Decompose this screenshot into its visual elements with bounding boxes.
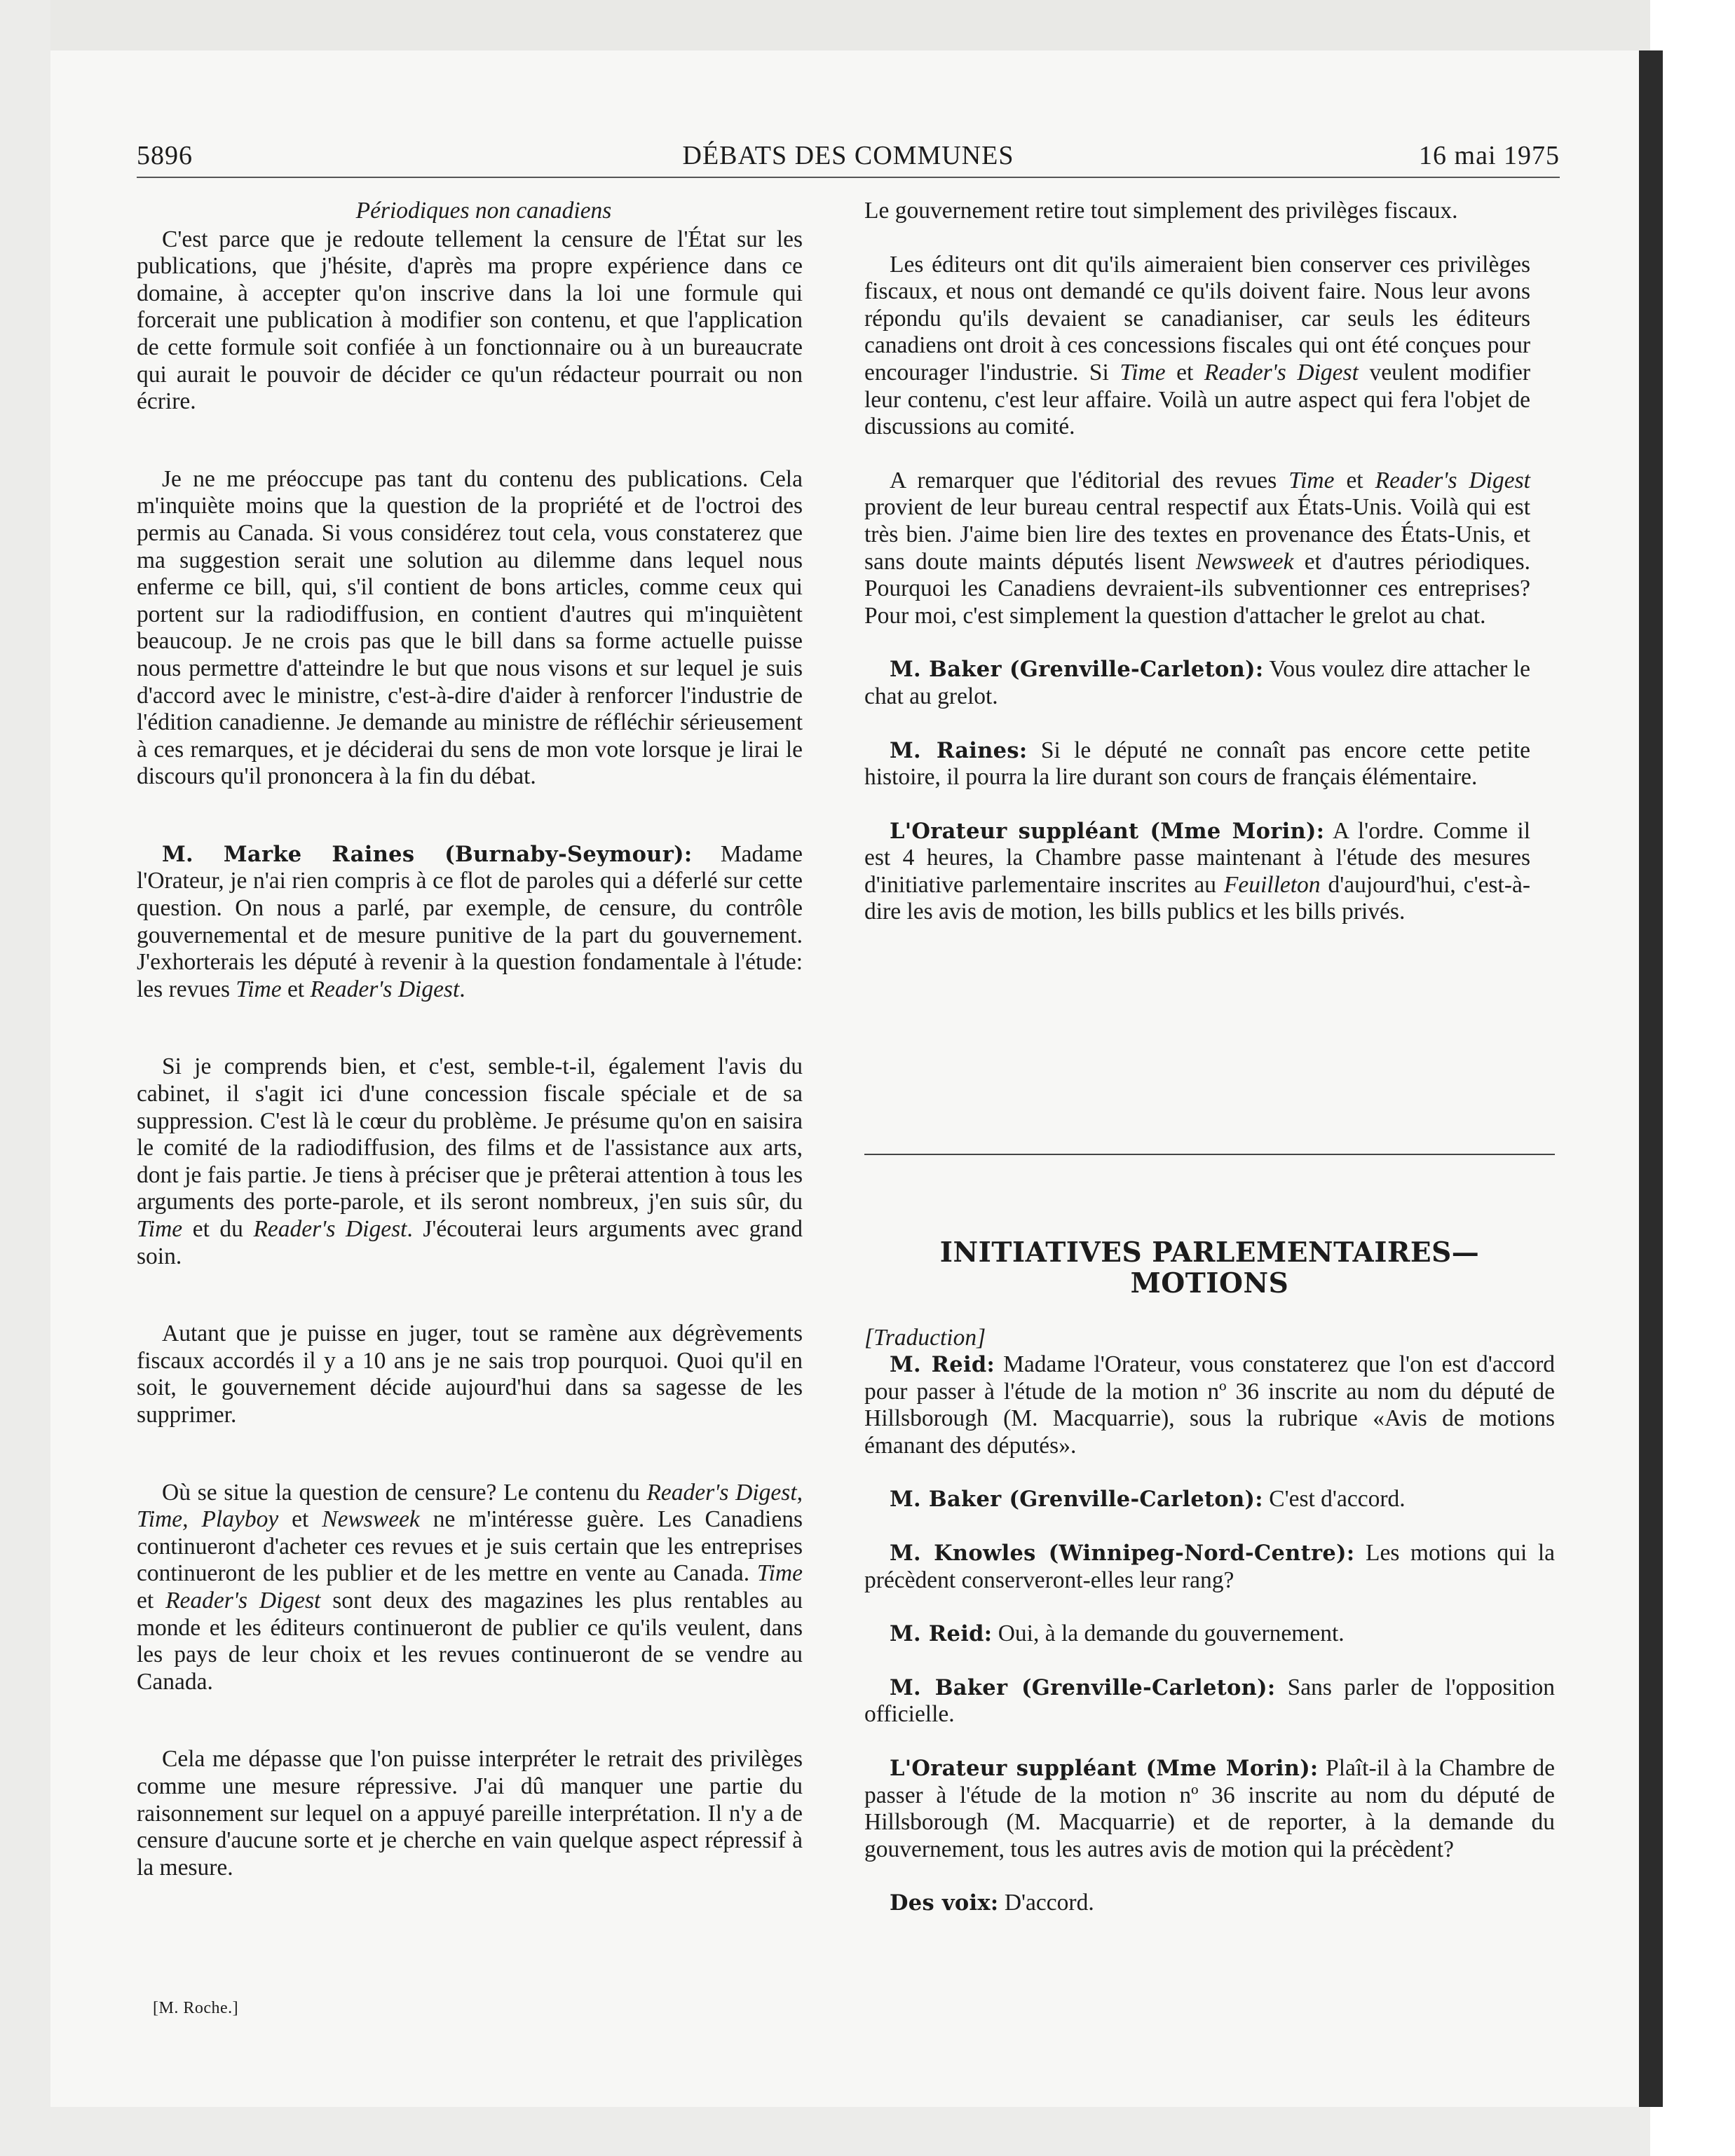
scan-border-top: [0, 0, 1735, 50]
page-header: [137, 140, 1560, 178]
scan-border-left: [0, 0, 50, 2156]
left-column: [137, 198, 803, 1881]
paragraph: Si je comprends bien, et c'est, semble-t-il, également l'avis du cabinet, il s'agit ici d'une concession fiscale spéciale et de sa suppression. C'est là le cœur du problème. Je présume qu'on en saisira le comité de la radiodiffusion, des films et de l'assistance aux arts, dont je fais partie. Je tiens à préciser que je prêterai attention à tous les arguments des porte-parole, et ils seront nombreux, j'en suis sûr, du Time et du Reader's Digest. J'écouterai leurs arguments avec grand soin.: [137, 1053, 803, 1269]
paragraph: A remarquer que l'éditorial des revues Time et Reader's Digest provient de leur bureau central respectif aux États-Unis. Voilà qui est très bien. J'aime bien lire des textes en provenance des États-Unis, et sans doute maints députés lisent Newsweek et d'autres périodiques. Pourquoi les Canadiens devraient-ils subventionner ces entreprises? Pour moi, c'est simplement la question d'attacher le grelot au chat.: [864, 467, 1531, 629]
speech-paragraph: M. Marke Raines (Burnaby-Seymour): Madame l'Orateur, je n'ai rien compris à ce flot de paroles qui a déferlé sur cette question. On nous a parlé, par exemple, de censure, du contrôle gouvernemental et de mesure punitive de la part du gouvernement. J'exhorterais les député à revenir à la question fondamentale à l'étude: les revues Time et Reader's Digest.: [137, 840, 803, 1002]
paragraph: Je ne me préoccupe pas tant du contenu des publications. Cela m'inquiète moins que la question de la propriété et de l'octroi des permis au Canada. Si vous considérez tout cela, vous constaterez que ma suggestion serait une solution au dilemme dans lequel nous enferme ce bill, qui, s'il contient de bons articles, comme ceux qui portent sur la radiodiffusion, en contient d'autres qui m'inquiètent beaucoup. Je ne crois pas que le bill dans sa forme actuelle puisse nous permettre d'atteindre le but que nous visons et sur lequel je suis d'accord avec le ministre, c'est-à-dire d'aider à renforcer l'industrie de l'édition canadienne. Je demande au ministre de réfléchir sérieusement à ces remarques, et je déciderai du sens de mon vote lorsque je lirai le discours qu'il prononcera à la fin du débat.: [137, 465, 803, 790]
section-heading: [864, 1237, 1555, 1299]
speaker-name: M. Knowles (Winnipeg-Nord-Centre):: [890, 1540, 1355, 1566]
paragraph: Où se situe la question de censure? Le contenu du Reader's Digest, Time, Playboy et Newsweek ne m'intéresse guère. Les Canadiens continueront d'acheter ces revues et je suis certain que les entreprises continueront de les publier et de les mettre en vente au Canada. Time et Reader's Digest sont deux des magazines les plus rentables au monde et les éditeurs continueront de publier ce qu'ils veulent, dans les pays de leur choix et les revues continueront de se vendre au Canada.: [137, 1479, 803, 1695]
section-divider: [864, 1154, 1555, 1155]
speech-paragraph: L'Orateur suppléant (Mme Morin): Plaît-il à la Chambre de passer à l'étude de la motion nº 36 inscrite au nom du député de Hillsborough (M. Macquarrie) et de reporter, à la demande du gouvernement, tous les autres avis de motion qui la précèdent?: [864, 1754, 1556, 1862]
speech-paragraph: M. Raines: Si le député ne connaît pas encore cette petite histoire, il pourra la lire durant son cours de français élémentaire.: [864, 737, 1531, 791]
publication-title: DÉBATS DES COMMUNES: [682, 141, 1014, 170]
speaker-name: M. Reid:: [890, 1352, 995, 1377]
page-binding-edge: [1639, 50, 1663, 2107]
speaker-name: M. Reid:: [890, 1621, 993, 1647]
speaker-name: M. Marke Raines (Burnaby-Seymour):: [162, 841, 693, 867]
paragraph: Les éditeurs ont dit qu'ils aimeraient bien conserver ces privilèges fiscaux, et nous ont demandé ce qu'ils doivent faire. Nous leur avons répondu qu'ils devaient se canadianiser, car seuls les éditeurs canadiens ont droit à ces concessions fiscales qui ont été conçues pour encourager l'industrie. Si Time et Reader's Digest veulent modifier leur contenu, c'est leur affaire. Voilà un autre aspect qui fera l'objet de discussions au comité.: [864, 251, 1530, 440]
speech-paragraph: L'Orateur suppléant (Mme Morin): A l'ordre. Comme il est 4 heures, la Chambre passe maintenant à l'étude des mesures d'initiative parlementaire inscrites au Feuilleton d'aujourd'hui, c'est-à-dire les avis de motion, les bills publics et les bills privés.: [864, 817, 1531, 925]
right-column-lower: [864, 1351, 1555, 1917]
right-column: [864, 198, 1530, 926]
page-number: 5896: [137, 141, 193, 170]
translation-note: [Traduction]: [864, 1325, 986, 1351]
speech-paragraph: M. Baker (Grenville-Carleton): C'est d'accord.: [890, 1486, 1406, 1513]
speech-paragraph: M. Reid: Oui, à la demande du gouvernement.: [890, 1621, 1345, 1647]
section-title-line-1: INITIATIVES PARLEMENTAIRES—: [939, 1236, 1480, 1269]
section-title-line-2: MOTIONS: [1130, 1267, 1289, 1299]
speech-paragraph: M. Baker (Grenville-Carleton): Sans parler de l'opposition officielle.: [864, 1674, 1555, 1728]
speaker-name: L'Orateur suppléant (Mme Morin):: [890, 1755, 1319, 1781]
header-rule: [137, 177, 1560, 178]
speaker-name: M. Raines:: [890, 737, 1028, 763]
paragraph: Autant que je puisse en juger, tout se ramène aux dégrèvements fiscaux accordés il y a 10 ans je ne sais trop pourquoi. Quoi qu'il en soit, le gouvernement décide aujourd'hui dans sa sagesse de les supprimer.: [137, 1321, 803, 1428]
paragraph: C'est parce que je redoute tellement la censure de l'État sur les publications, que j'hésite, d'après ma propre expérience dans ce domaine, à accepter qu'on inscrive dans la loi une formule qui forcerait une publication à modifier son contenu, et que l'application de cette formule soit confiée à un fonctionnaire ou à un bureaucrate qui aurait le pouvoir de décider ce qu'un rédacteur pourrait ou non écrire.: [137, 226, 803, 415]
scan-border-right: [1650, 0, 1735, 2156]
speech-paragraph: M. Reid: Madame l'Orateur, vous constaterez que l'on est d'accord pour passer à l'étude de la motion nº 36 inscrite au nom du député de Hillsborough (M. Macquarrie), sous la rubrique «Avis de motions émanant des députés».: [864, 1351, 1555, 1459]
speaker-name: Des voix:: [890, 1890, 999, 1916]
speech-paragraph: Des voix: D'accord.: [890, 1890, 1094, 1916]
footnote: [M. Roche.]: [153, 1999, 239, 2017]
speaker-name: L'Orateur suppléant (Mme Morin):: [890, 818, 1325, 844]
paragraph: Cela me dépasse que l'on puisse interpréter le retrait des privilèges comme une mesure répressive. J'ai dû manquer une partie du raisonnement sur lequel on a appuyé pareille interprétation. Il n'y a de censure d'aucune sorte et je cherche en vain quelque aspect répressif à la mesure.: [137, 1746, 803, 1881]
speaker-name: M. Baker (Grenville-Carleton):: [890, 1487, 1263, 1513]
speaker-name: M. Baker (Grenville-Carleton):: [890, 657, 1264, 683]
speech-paragraph: M. Knowles (Winnipeg-Nord-Centre): Les motions qui la précèdent conserveront-elles leur rang?: [864, 1539, 1556, 1593]
page-date: 16 mai 1975: [1419, 141, 1560, 170]
running-subhead: Périodiques non canadiens: [355, 198, 612, 224]
paragraph: Le gouvernement retire tout simplement des privilèges fiscaux.: [864, 198, 1458, 224]
speaker-name: M. Baker (Grenville-Carleton):: [890, 1674, 1276, 1700]
speech-paragraph: M. Baker (Grenville-Carleton): Vous voulez dire attacher le chat au grelot.: [864, 656, 1530, 709]
scan-border-bottom: [0, 2107, 1735, 2156]
